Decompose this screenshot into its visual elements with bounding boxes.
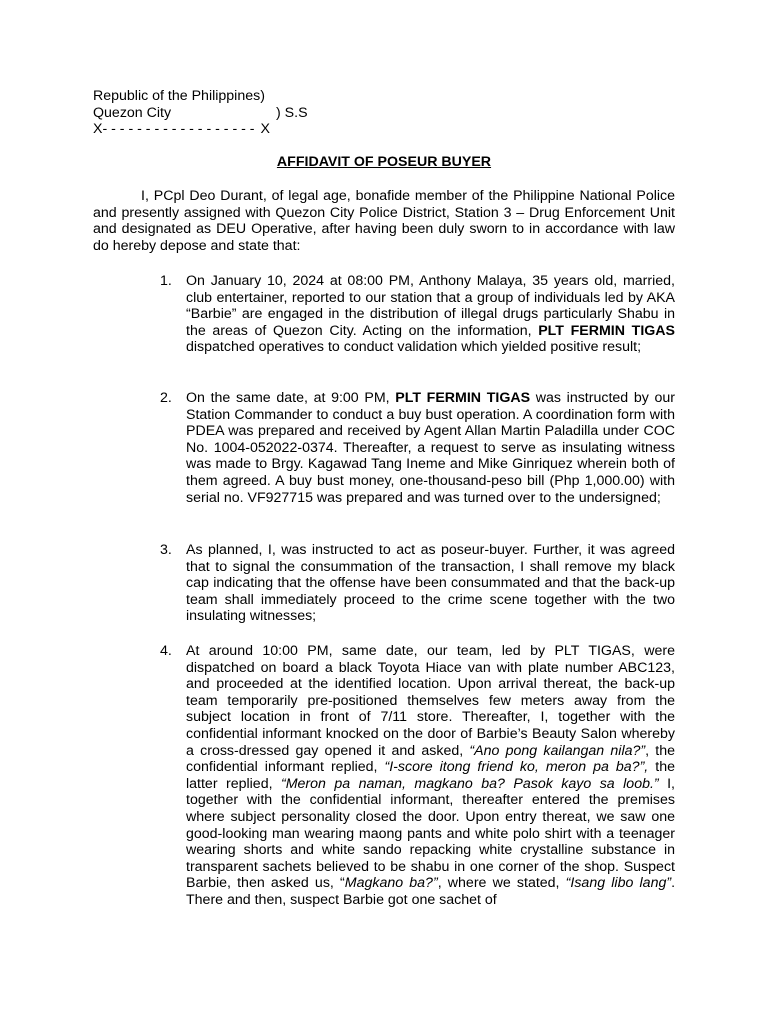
document-title: AFFIDAVIT OF POSEUR BUYER [276, 154, 492, 170]
item-number: 4. [160, 643, 172, 659]
caption-line-2 [93, 105, 308, 122]
item-text: On the same date, at 9:00 PM, PLT FERMIN TIGAS was instructed by our Station Commander to conduct a buy bust operation. A coordination form with PDEA was prepared and received by Agent Allan Martin Paladilla under COC No. 1004-052022-0374. Thereafter, a request to serve as insulating witness was made to Brgy. Kagawad Tang Ineme and Mike Ginriquez wherein both of them agreed. A buy bust money, one-thousand-peso bill (Php 1,000.00) with serial no. VF927715 was prepared and was turned over to the undersigned; [186, 390, 676, 506]
item-text: At around 10:00 PM, same date, our team, led by PLT TIGAS, were dispatched on board a black Toyota Hiace van with plate number ABC123, and proceeded at the identified location. Upon arrival thereat, the back-up team temporarily pre-positioned themselves few meters away from the subject location in front of 7/11 store. Thereafter, I, together with the confidential informant knocked on the door of Barbie’s Beauty Salon whereby a cross-dressed gay opened it and asked, “Ano pong kailangan nila?”, the confidential informant replied, “I-score itong friend ko, meron pa ba?”, the latter replied, “Meron pa naman, magkano ba? Pasok kayo sa loob.” I, together with the confidential informant, thereafter entered the premises where subject personality closed the door. Upon entry thereat, we saw one good-looking man wearing maong pants and white polo shirt with a teenager wearing shorts and white sando repacking white crystalline substance in transparent sachets believed to be shabu in one corner of the shop. Suspect Barbie, then asked us, “Magkano ba?”, where we stated, “Isang libo lang”. There and then, suspect Barbie got one sachet of [186, 643, 676, 908]
list-item [160, 273, 675, 356]
item-text: On January 10, 2024 at 08:00 PM, Anthony Malaya, 35 years old, married, club entertainer, reported to our station that a group of individuals led by AKA “Barbie” are engaged in the distribution of illegal drugs particularly Shabu in the areas of Quezon City. Acting on the information, PLT FERMIN TIGAS dispatched operatives to conduct validation which yielded positive result; [186, 273, 676, 356]
item-number: 2. [160, 390, 172, 406]
list-item [160, 643, 675, 909]
item-number: 3. [160, 542, 172, 558]
list-item [160, 542, 675, 625]
caption-x-end: X [260, 121, 270, 137]
list-item [160, 390, 675, 506]
caption-x-line: X- - - - - - - - - - - - - - - - - - [93, 121, 255, 137]
item-text: As planned, I, was instructed to act as poseur-buyer. Further, it was agreed that to signal the consummation of the transaction, I shall remove my black cap indicating that the offense have been consummated and that the back-up team shall immediately proceed to the crime scene together with the two insulating witnesses; [186, 542, 675, 625]
venue-caption [93, 88, 308, 138]
caption-ss: ) S.S [276, 104, 308, 121]
caption-city: Quezon City [93, 104, 172, 121]
caption-republic: Republic of the Philippines) [93, 88, 265, 104]
caption-line-3 [93, 121, 308, 138]
caption-line-1 [93, 88, 308, 105]
intro-paragraph: I, PCpl Deo Durant, of legal age, bonafide member of the Philippine National Police and presently assigned with Quezon City Police District, Station 3 – Drug Enforcement Unit and designated as DEU Operative, after having been duly sworn to in accordance with law do hereby depose and state that: [93, 188, 675, 254]
item-number: 1. [160, 273, 172, 289]
